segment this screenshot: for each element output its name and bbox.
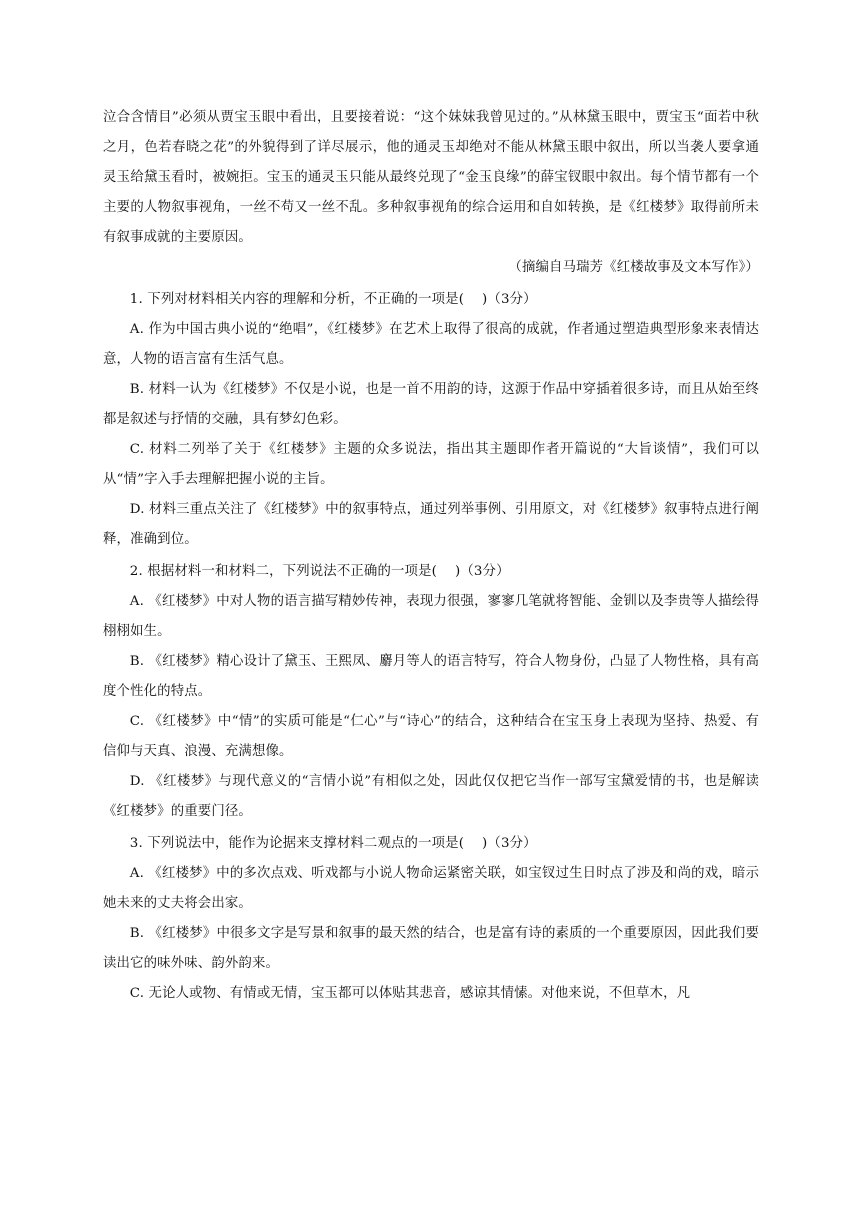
option-d: D. 《红楼梦》与现代意义的“言情小说”有相似之处，因此仅仅把它当作一部写宝黛爱情的书，也是解读《红楼梦》的重要门径。	[103, 774, 759, 819]
question-stem: 2. 根据材料一和材料二，下列说法不正确的一项是( )（3分）	[129, 564, 510, 579]
question-stem: 3. 下列说法中，能作为论据来支撑材料二观点的一项是( )（3分）	[129, 836, 537, 851]
option-c: C. 《红楼梦》中“情”的实质可能是“仁心”与“诗心”的结合，这种结合在宝玉身上表现为坚持、热爱、有信仰与天真、浪漫、充满想像。	[103, 714, 759, 759]
question-stem: 1. 下列对材料相关内容的理解和分析，不正确的一项是( )（3分）	[129, 292, 537, 307]
question-1	[103, 285, 759, 555]
option-b: B. 《红楼梦》中很多文字是写景和叙事的最天然的结合，也是富有诗的素质的一个重要原因，因此我们要读出它的味外味、韵外韵来。	[103, 926, 759, 971]
option-a: A. 《红楼梦》中对人物的语言描写精妙传神，表现力很强，寥寥几笔就将智能、金钏以及李贵等人描绘得栩栩如生。	[103, 594, 759, 639]
option-b: B. 材料一认为《红楼梦》不仅是小说，也是一首不用韵的诗，这源于作品中穿插着很多诗，而且从始至终都是叙述与抒情的交融，具有梦幻色彩。	[103, 382, 759, 427]
option-c: C. 材料二列举了关于《红楼梦》主题的众多说法，指出其主题即作者开篇说的“大旨谈情”，我们可以从“情”字入手去理解把握小说的主旨。	[103, 442, 759, 487]
option-d: D. 材料三重点关注了《红楼梦》中的叙事特点，通过列举事例、引用原文，对《红楼梦》叙事特点进行阐释，准确到位。	[103, 502, 759, 547]
document-page	[103, 103, 759, 1009]
source-note: （摘编自马瑞芳《红楼故事及文本写作》）	[508, 260, 759, 275]
question-3	[103, 829, 759, 1009]
option-a: A. 《红楼梦》中的多次点戏、听戏都与小说人物命运紧密关联，如宝钗过生日时点了涉及和尚的戏，暗示她未来的丈夫将会出家。	[103, 866, 759, 911]
material-paragraph: 泣合含情目”必须从贾宝玉眼中看出，且要接着说：“这个妹妹我曾见过的。”从林黛玉眼中，贾宝玉“面若中秋之月，色若春晓之花”的外貌得到了详尽展示，他的通灵玉却绝对不能从林黛玉眼中叙出，所以当袭人要拿通灵玉给黛玉看时，被婉拒。宝玉的通灵玉只能从最终兑现了“金玉良缘”的薛宝钗眼中叙出。每个情节都有一个主要的人物叙事视角，一丝不苟又一丝不乱。多种叙事视角的综合运用和自如转换，是《红楼梦》取得前所未有叙事成就的主要原因。	[103, 110, 759, 245]
question-2	[103, 557, 759, 827]
option-b: B. 《红楼梦》精心设计了黛玉、王熙凤、麝月等人的语言特写，符合人物身份，凸显了人物性格，具有高度个性化的特点。	[103, 654, 759, 699]
option-c: C. 无论人或物、有情或无情，宝玉都可以体贴其悲音，感谅其情愫。对他来说，不但草木，凡	[129, 986, 691, 1001]
option-a: A. 作为中国古典小说的“绝唱”，《红楼梦》在艺术上取得了很高的成就，作者通过塑造典型形象来表情达意，人物的语言富有生活气息。	[103, 322, 759, 367]
